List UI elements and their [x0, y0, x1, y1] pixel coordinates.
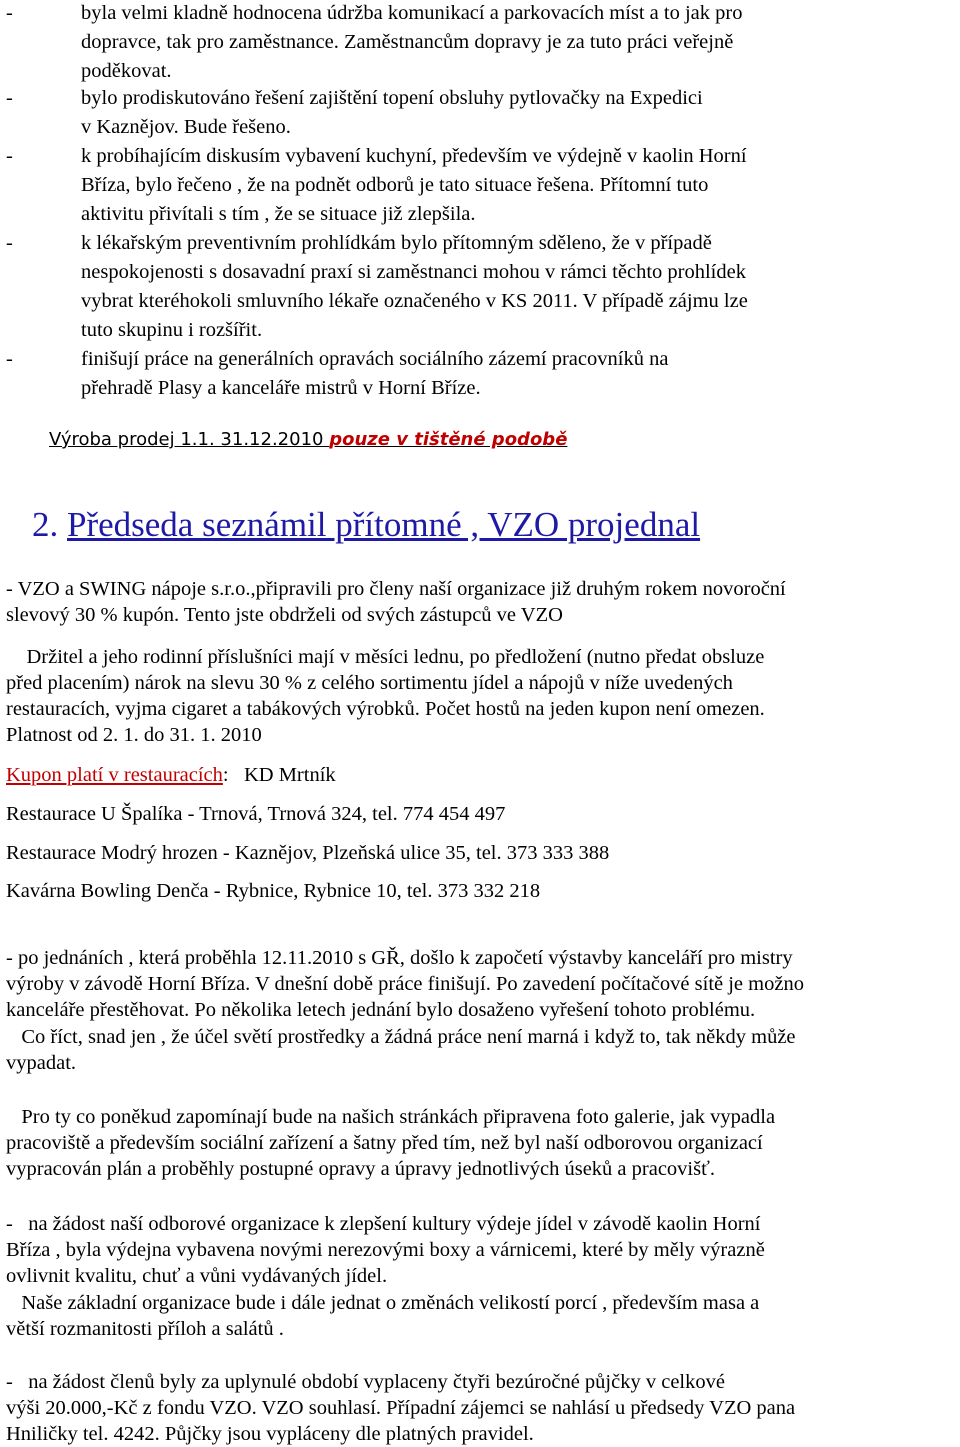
text-line: - po jednáních , která proběhla 12.11.2010 s GŘ, došlo k započetí výstavby kanceláří pro mistry [6, 947, 793, 969]
section-number: 2. [32, 505, 59, 544]
text-line: tuto skupinu i rozšířit. [81, 319, 263, 341]
list-dash: - [6, 2, 13, 24]
list-dash: - [6, 232, 13, 254]
text-line: v Kaznějov. Bude řešeno. [81, 116, 291, 138]
production-text: Výroba prodej 1.1. 31.12.2010 [49, 429, 330, 450]
text-line: finišují práce na generálních opravách sociálního zázemí pracovníků na [81, 348, 669, 370]
text-line: slevový 30 % kupón. Tento jste obdrželi od svých zástupců ve VZO [6, 604, 563, 626]
text-line: výši 20.000,-Kč z fondu VZO. VZO souhlasí. Případní zájemci se nahlásí u předsedy VZO pana [6, 1397, 796, 1419]
production-note [49, 428, 567, 452]
restaurant-line: Kavárna Bowling Denča - Rybnice, Rybnice 10, tel. 373 332 218 [6, 880, 541, 902]
text-line: k lékařským preventivním prohlídkám bylo přítomným sděleno, že v případě [81, 232, 712, 254]
section-heading [32, 503, 700, 547]
list-dash: - [6, 87, 13, 109]
text-line: kanceláře přestěhovat. Po několika letech jednání bylo dosaženo vyřešení tohoto problému. [6, 999, 756, 1021]
text-line: dopravce, tak pro zaměstnance. Zaměstnancům dopravy je za tuto práci veřejně [81, 31, 734, 53]
section-title: Předseda seznámil přítomné , VZO projednal [67, 505, 701, 544]
text-line: Bříza, bylo řečeno , že na podnět odborů je tato situace řešena. Přítomní tuto [81, 174, 709, 196]
text-line: - na žádost členů byly za uplynulé období vyplaceny čtyři bezúročné půjčky v celkové [6, 1371, 725, 1393]
text-line: aktivitu přivítali s tím , že se situace již zlepšila. [81, 203, 476, 225]
print-only-note: pouze v tištěné podobě [329, 429, 568, 450]
text-line: přehradě Plasy a kanceláře mistrů v Horní Bříze. [81, 377, 481, 399]
text-line: byla velmi kladně hodnocena údržba komunikací a parkovacích míst a to jak pro [81, 2, 743, 24]
list-dash: - [6, 145, 13, 167]
text-line: větší rozmanitosti příloh a salátů . [6, 1318, 284, 1340]
text-line: před placením) nárok na slevu 30 % z celého sortimentu jídel a nápojů v níže uvedených [6, 672, 733, 694]
text-line: vypracován plán a proběhly postupné opravy a úpravy jednotlivých úseků a pracovišť. [6, 1158, 715, 1180]
text-line: vybrat kteréhokoli smluvního lékaře označeného v KS 2011. V případě zájmu lze [81, 290, 748, 312]
text-line: Hniličky tel. 4242. Půjčky jsou vypláceny dle platných pravidel. [6, 1423, 534, 1445]
text-line: k probíhajícím diskusím vybavení kuchyní, především ve výdejně v kaolin Horní [81, 145, 747, 167]
text-line: nespokojenosti s dosavadní praxí si zaměstnanci mohou v rámci těchto prohlídek [81, 261, 746, 283]
text-line: vypadat. [6, 1052, 77, 1074]
text-line: - na žádost naší odborové organizace k zlepšení kultury výdeje jídel v závodě kaolin Horní [6, 1213, 761, 1235]
text-line: Naše základní organizace bude i dále jednat o změnách velikostí porcí , především masa a [6, 1292, 760, 1314]
text-line: Pro ty co poněkud zapomínají bude na našich stránkách připravena foto galerie, jak vypadla [6, 1106, 776, 1128]
text-line: restauracích, vyjma cigaret a tabákových výrobků. Počet hostů na jeden kupon není omezen. [6, 698, 765, 720]
coupon-line [6, 762, 336, 788]
text-line: Bříza , byla výdejna vybavena novými nerezovými boxy a várnicemi, které by měly výrazně [6, 1239, 765, 1261]
restaurant-line: Restaurace Modrý hrozen - Kaznějov, Plzeňská ulice 35, tel. 373 333 388 [6, 842, 610, 864]
text-line: poděkovat. [81, 60, 172, 82]
coupon-label: Kupon platí v restauracích [6, 764, 223, 786]
restaurant-line: Restaurace U Špalíka - Trnová, Trnová 324, tel. 774 454 497 [6, 803, 506, 825]
text-line: - VZO a SWING nápoje s.r.o.,připravili pro členy naší organizace již druhým rokem novoroční [6, 578, 786, 600]
list-dash: - [6, 348, 13, 370]
text-line: ovlivnit kvalitu, chuť a vůni vydávaných jídel. [6, 1265, 388, 1287]
text-line: Co říct, snad jen , že účel světí prostředky a žádná práce není marná i když to, tak někdy může [6, 1026, 796, 1048]
text-line: Držitel a jeho rodinní příslušníci mají v měsíci lednu, po předložení (nutno předat obsluze [6, 646, 765, 668]
text-line: Platnost od 2. 1. do 31. 1. 2010 [6, 724, 262, 746]
text-line: bylo prodiskutováno řešení zajištění topení obsluhy pytlovačky na Expedici [81, 87, 703, 109]
text-line: pracoviště a především sociální zařízení a šatny před tím, než byl naší odborovou organizací [6, 1132, 763, 1154]
text-line: výroby v závodě Horní Bříza. V dnešní době práce finišují. Po zavedení počítačové sítě je možno [6, 973, 804, 995]
coupon-rest: : KD Mrtník [222, 764, 336, 786]
